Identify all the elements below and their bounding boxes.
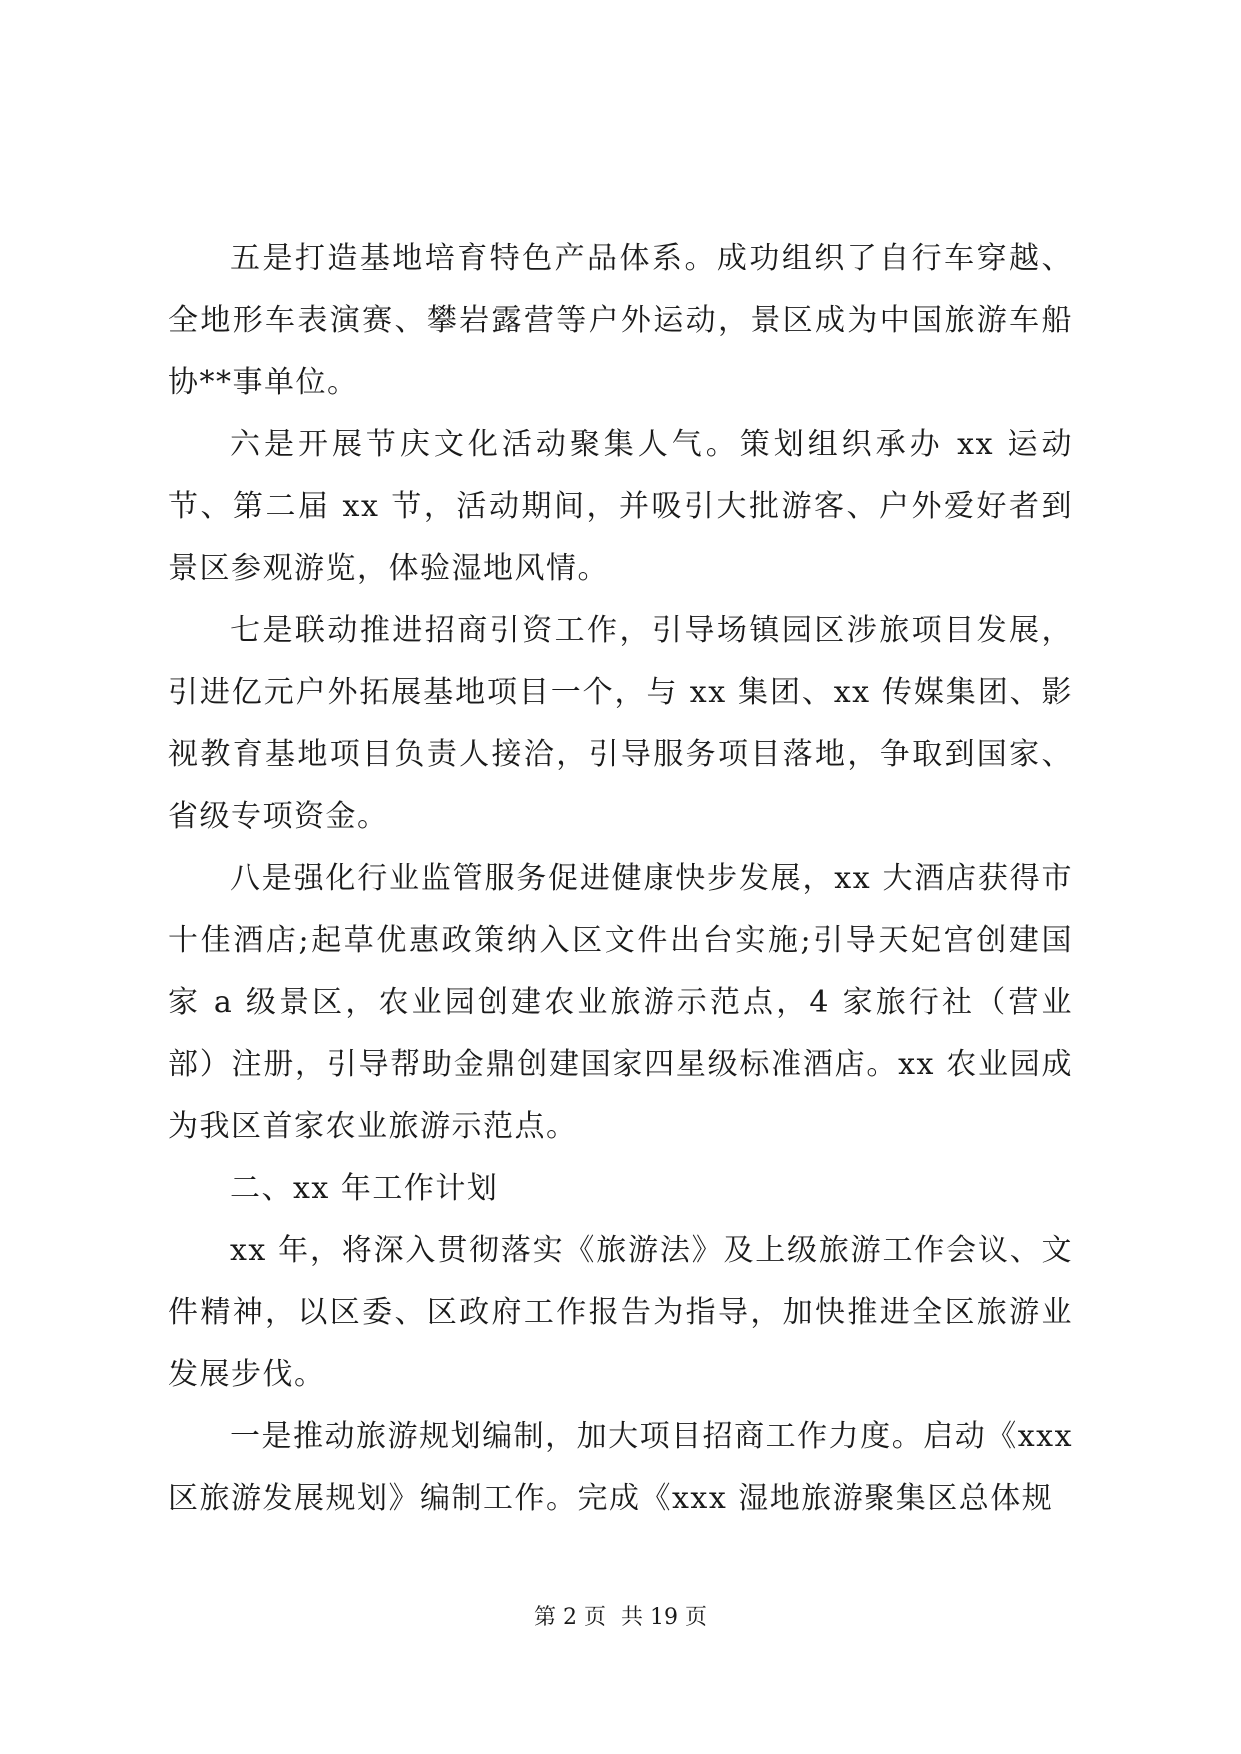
paragraph-6-festival-activities: 六是开展节庆文化活动聚集人气。策划组织承办 xx 运动节、第二届 xx 节，活动期间，并吸引大批游客、户外爱好者到景区参观游览，体验湿地风情。 [168,427,1073,586]
page-total: 共 19 页 [621,1605,707,1630]
paragraph-7-investment: 七是联动推进招商引资工作，引导场镇园区涉旅项目发展，引进亿元户外拓展基地项目一个，与 xx 集团、xx 传媒集团、影视教育基地项目负责人接洽，引导服务项目落地，争取到国家、省级专项资金。 [168,613,1073,834]
section-heading-work-plan: 二、xx 年工作计划 [230,1171,499,1206]
paragraph-5-product-system: 五是打造基地培育特色产品体系。成功组织了自行车穿越、全地形车表演赛、攀岩露营等户外运动，景区成为中国旅游车船协**事单位。 [168,241,1073,400]
page-number: 第 2 页 [534,1605,606,1630]
paragraph-plan-intro: xx 年，将深入贯彻落实《旅游法》及上级旅游工作会议、文件精神，以区委、区政府工作报告为指导，加快推进全区旅游业发展步伐。 [168,1233,1073,1392]
document-body [168,228,1073,1530]
page-footer [0,1603,1241,1633]
paragraph-plan-1-planning: 一是推动旅游规划编制，加大项目招商工作力度。启动《xxx区旅游发展规划》编制工作。完成《xxx 湿地旅游聚集区总体规 [168,1419,1073,1516]
paragraph-8-supervision: 八是强化行业监管服务促进健康快步发展，xx 大酒店获得市十佳酒店;起草优惠政策纳入区文件出台实施;引导天妃宫创建国家 a 级景区，农业园创建农业旅游示范点，4 家旅行社（营业部）注册，引导帮助金鼎创建国家四星级标准酒店。xx 农业园成为我区首家农业旅游示范点。 [168,861,1073,1144]
